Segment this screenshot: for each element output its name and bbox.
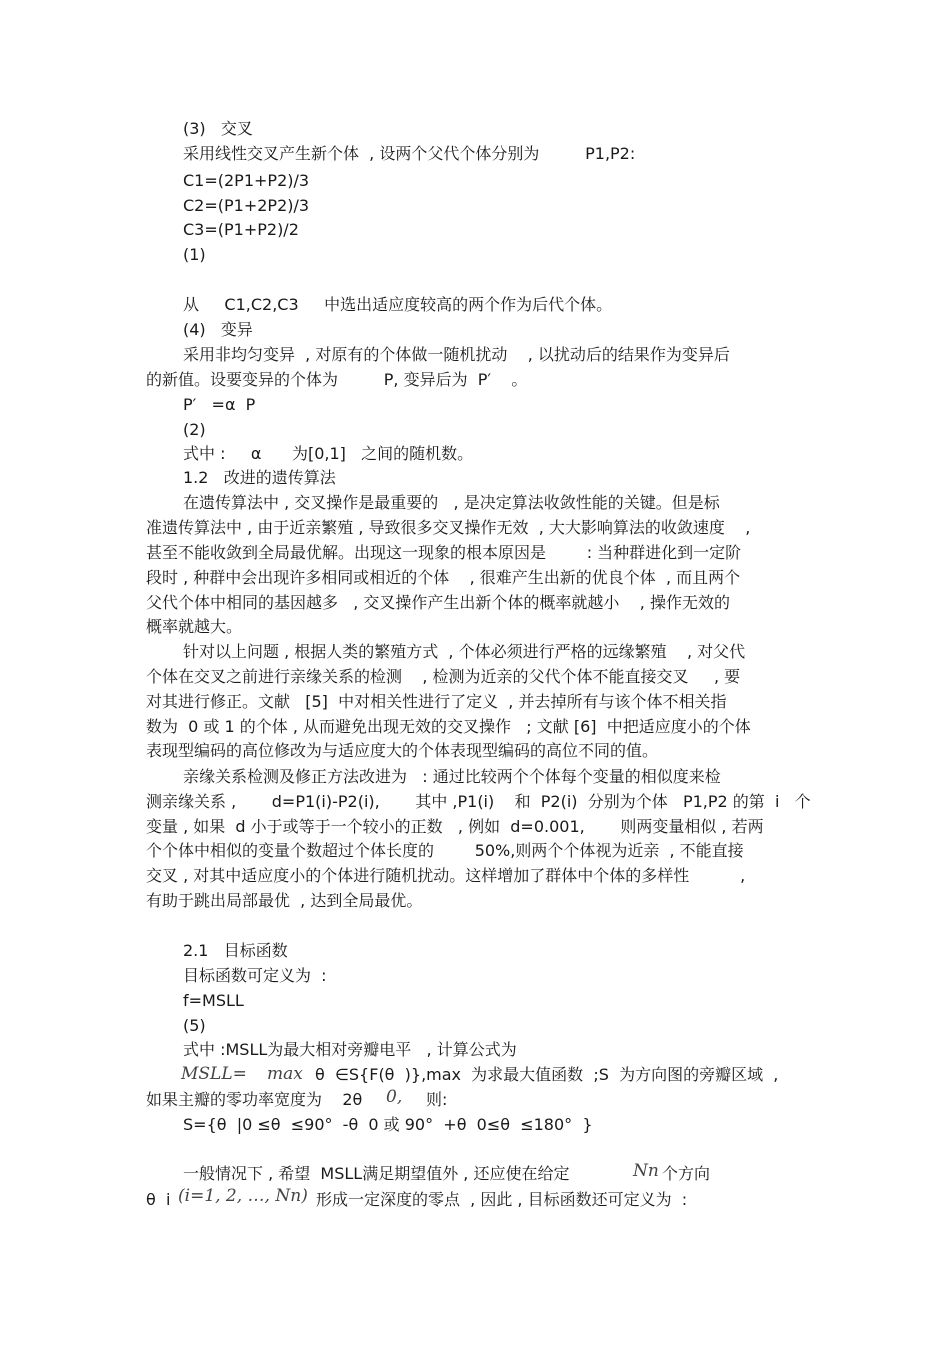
paragraph-line: 个体在交叉之前进行亲缘关系的检测 , 检测为近亲的父代个体不能直接交叉 , 要	[146, 667, 741, 686]
msll-symbol: MSLL=	[181, 1064, 247, 1084]
paragraph-line: 形成一定深度的零点 , 因此 , 目标函数还可定义为 :	[316, 1190, 688, 1209]
equation-number: (5)	[183, 1016, 206, 1035]
section-heading-mutation: (4) 变异	[183, 320, 253, 339]
paragraph-line: 个个体中相似的变量个数超过个体长度的 50%,则两个个体视为近亲 , 不能直接	[146, 841, 744, 860]
section-heading-crossover: (3) 交叉	[183, 119, 253, 138]
equation-number: (2)	[183, 420, 206, 439]
paragraph-line: 父代个体中相同的基因越多 , 交叉操作产生出新个体的概率就越小 , 操作无效的	[146, 593, 730, 612]
formula-objective: f=MSLL	[183, 991, 244, 1010]
paragraph-line: 如果主瓣的零功率宽度为 2θ	[146, 1090, 363, 1109]
paragraph-line: 的新值。设要变异的个体为 P, 变异后为 P′ 。	[146, 370, 528, 389]
paragraph-line: 亲缘关系检测及修正方法改进为 : 通过比较两个个体每个变量的相似度来检	[183, 767, 721, 786]
equation-number: (1)	[183, 245, 206, 264]
paragraph-line: 目标函数可定义为 :	[183, 966, 327, 985]
paragraph-line: 则:	[426, 1090, 448, 1109]
paragraph-line: 式中 :MSLL为最大相对旁瓣电平 , 计算公式为	[183, 1040, 517, 1059]
paragraph-line: 个方向	[662, 1164, 711, 1183]
paragraph-line: 从 C1,C2,C3 中选出适应度较高的两个作为后代个体。	[183, 295, 613, 314]
paragraph-line: 概率就越大。	[146, 617, 243, 636]
section-heading-improved-ga: 1.2 改进的遗传算法	[183, 468, 336, 487]
paragraph-line: 表现型编码的高位修改为与适应度大的个体表现型编码的高位不同的值。	[146, 741, 659, 760]
paragraph-line: 段时 , 种群中会出现许多相同或相近的个体 , 很难产生出新的优良个体 , 而且两个	[146, 568, 741, 587]
paragraph-line: 甚至不能收敛到全局最优解。出现这一现象的根本原因是 : 当种群进化到一定阶	[146, 543, 742, 562]
theta-i-symbol: θ i	[146, 1190, 171, 1209]
paragraph-line: 一般情况下 , 希望 MSLL满足期望值外 , 还应使在给定	[183, 1164, 570, 1183]
paragraph-line: 式中 : α 为[0,1] 之间的随机数。	[183, 444, 474, 463]
paragraph-line: θ ∈S{F(θ )},max 为求最大值函数 ;S 为方向图的旁瓣区域 ,	[315, 1065, 779, 1084]
max-symbol: max	[267, 1064, 303, 1084]
formula-c2: C2=(P1+2P2)/3	[183, 196, 310, 215]
paragraph-line: 针对以上问题 , 根据人类的繁殖方式 , 个体必须进行严格的远缘繁殖 , 对父代	[183, 642, 746, 661]
paragraph-line: 交叉 , 对其中适应度小的个体进行随机扰动。这样增加了群体中个体的多样性 ,	[146, 866, 746, 885]
section-heading-objective: 2.1 目标函数	[183, 941, 288, 960]
paragraph-line: 变量 , 如果 d 小于或等于一个较小的正数 , 例如 d=0.001, 则两变量相似 , 若两	[146, 817, 764, 836]
paragraph-line: 在遗传算法中 , 交叉操作是最重要的 , 是决定算法收敛性能的关键。但是标	[183, 493, 720, 512]
paragraph-line: 数为 0 或 1 的个体 , 从而避免出现无效的交叉操作 ; 文献 [6] 中把适应度小的个体	[146, 717, 751, 736]
paragraph-line: 采用线性交叉产生新个体 , 设两个父代个体分别为 P1,P2:	[183, 144, 636, 163]
formula-c1: C1=(2P1+P2)/3	[183, 171, 310, 190]
formula-mutation: P′ =α P	[183, 395, 256, 414]
index-range-symbol: (i=1, 2, …, Nn)	[178, 1186, 308, 1206]
paragraph-line: 测亲缘关系 , d=P1(i)-P2(i), 其中 ,P1(i) 和 P2(i) 分别为个体 P1,P2 的第 i 个	[146, 792, 811, 811]
formula-c3: C3=(P1+P2)/2	[183, 220, 299, 239]
nn-symbol: Nn	[633, 1161, 659, 1181]
paragraph-line: 对其进行修正。文献 [5] 中对相关性进行了定义 , 并去掉所有与该个体不相关指	[146, 692, 727, 711]
formula-sidelobe-region: S={θ |0 ≤θ ≤90° -θ 0 或 90° +θ 0≤θ ≤180° }	[183, 1115, 593, 1134]
paragraph-line: 有助于跳出局部最优 , 达到全局最优。	[146, 891, 423, 910]
paragraph-line: 准遗传算法中 , 由于近亲繁殖 , 导致很多交叉操作无效 , 大大影响算法的收敛速度 ,	[146, 518, 751, 537]
paragraph-line: 采用非均匀变异 , 对原有的个体做一随机扰动 , 以扰动后的结果作为变异后	[183, 345, 730, 364]
theta0-symbol: 0,	[386, 1087, 403, 1107]
